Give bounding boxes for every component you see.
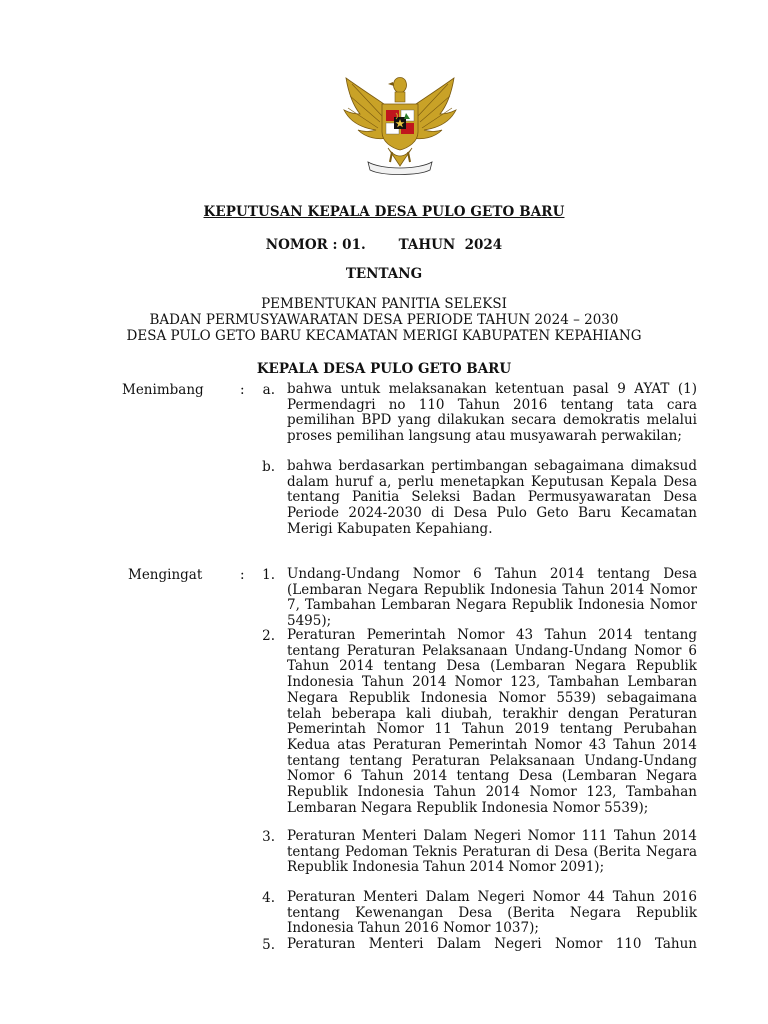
mengingat-marker-3: 3. [262, 829, 275, 845]
mengingat-marker-5: 5. [262, 937, 275, 953]
menimbang-marker-a: a. [262, 382, 275, 398]
mengingat-item-3: Peraturan Menteri Dalam Negeri Nomor 111 Tahun 2014 tentang Pedoman Teknis Peraturan di Desa (Berita Negara Republik Indonesia Tahun 2014 Nomor 2091); [287, 828, 697, 876]
mengingat-marker-2: 2. [262, 628, 275, 644]
menimbang-colon: : [240, 382, 245, 398]
menimbang-item-b: bahwa berdasarkan pertimbangan sebagaimana dimaksud dalam huruf a, perlu menetapkan Keputusan Kepala Desa tentang Panitia Seleksi Badan Permusyawaratan Desa Periode 2024-2030 di Desa Pulo Geto Baru Kecamatan Merigi Kabupaten Kepahiang. [287, 458, 697, 537]
mengingat-item-2: Peraturan Pemerintah Nomor 43 Tahun 2014 tentang tentang Peraturan Pelaksanaan Undang-Undang Nomor 6 Tahun 2014 tentang Desa (Lembaran Negara Republik Indonesia Tahun 2014 Nomor 123, Tambahan Lembaran Negara Republik Indonesia Nomor 5539) sebagaimana telah beberapa kali diubah, terakhir dengan Peraturan Pemerintah Nomor 11 Tahun 2019 tentang Perubahan Kedua atas Peraturan Pemerintah Nomor 43 Tahun 2014 tentang tentang Peraturan Pelaksanaan Undang-Undang Nomor 6 Tahun 2014 tentang Desa (Lembaran Negara Republik Indonesia Tahun 2014 Nomor 123, Tambahan Lembaran Negara Republik Indonesia Nomor 5539); [287, 627, 697, 816]
issuer-heading: KEPALA DESA PULO GETO BARU [256, 361, 512, 377]
mengingat-marker-4: 4. [262, 890, 275, 906]
subject-line: DESA PULO GETO BARU KECAMATAN MERIGI KABUPATEN KEPAHIANG [126, 328, 642, 344]
menimbang-item-a: bahwa untuk melaksanakan ketentuan pasal 9 AYAT (1) Permendagri no 110 Tahun 2016 tentang tata cara pemilihan BPD yang dilakukan secara demokratis melalui proses pemilihan langsung atau musyawarah perwakilan; [287, 381, 697, 445]
tentang-heading: TENTANG [345, 266, 423, 282]
menimbang-label: Menimbang [122, 382, 204, 398]
menimbang-marker-b: b. [262, 459, 275, 475]
decree-title: KEPUTUSAN KEPALA DESA PULO GETO BARU [203, 204, 565, 220]
decree-number: NOMOR : 01. TAHUN 2024 [265, 237, 503, 253]
mengingat-marker-1: 1. [262, 567, 275, 583]
mengingat-item-4: Peraturan Menteri Dalam Negeri Nomor 44 Tahun 2016 tentang Kewenangan Desa (Berita Negara Republik Indonesia Tahun 2016 Nomor 1037); [287, 889, 697, 937]
decree-subject [0, 296, 768, 344]
mengingat-item-1: Undang-Undang Nomor 6 Tahun 2014 tentang Desa (Lembaran Negara Republik Indonesia Tahun 2014 Nomor 7, Tambahan Lembaran Negara Republik Indonesia Nomor 5495); [287, 566, 697, 630]
subject-line: PEMBENTUKAN PANITIA SELEKSI [261, 296, 507, 312]
mengingat-colon: : [240, 567, 245, 583]
mengingat-label: Mengingat [128, 567, 203, 583]
garuda-pancasila-emblem-icon [338, 70, 462, 182]
subject-line: BADAN PERMUSYAWARATAN DESA PERIODE TAHUN 2024 – 2030 [149, 312, 619, 328]
mengingat-item-5: Peraturan Menteri Dalam Negeri Nomor 110 Tahun [287, 936, 697, 952]
